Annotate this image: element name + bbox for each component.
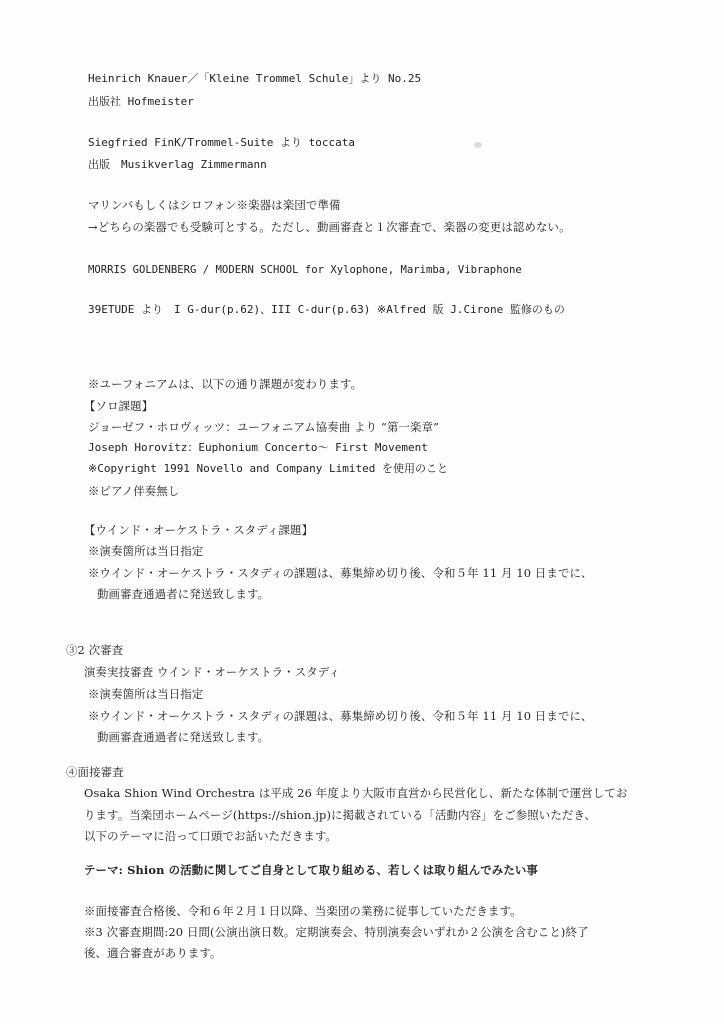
- solo-heading: 【ソロ課題】: [84, 399, 154, 413]
- solo-title-ja: ジョーゼフ・ホロヴィッツ：ユーフォニアム協奏曲 より “第一楽章”: [88, 420, 440, 434]
- goldenberg-title: MORRIS GOLDENBERG / MODERN SCHOOL for Xylophone, Marimba, Vibraphone: [88, 264, 522, 276]
- scan-smudge: [474, 142, 482, 148]
- interview-theme: テーマ: Shion の活動に関してご自身として取り組める、若しくは取り組んでみたい事: [84, 863, 538, 877]
- etude-line: 39ETUDE より I G-dur(p.62)、III C-dur(p.63) ※Alfred 版 J.Cirone 監修のもの: [88, 303, 565, 316]
- interview-note-1: ※面接審査合格後、令和６年２月１日以降、当楽団の業務に従事していただきます。: [84, 904, 522, 918]
- knauer-publisher: 出版社 Hofmeister: [88, 95, 194, 108]
- interview-note-2-cont: 後、適合審査があります。: [84, 946, 222, 960]
- knauer-title: Heinrich Knauer／「Kleine Trommel Schule」より No.25: [88, 72, 422, 85]
- wind-study-note-2: ※ウインド・オーケストラ・スタディの課題は、募集締め切り後、令和５年 11 月 10 日までに、: [88, 566, 593, 580]
- fink-title: Siegfried FinK/Trommel-Suite より toccata: [88, 136, 356, 149]
- fink-publisher: 出版 Musikverlag Zimmermann: [88, 158, 267, 171]
- copyright-note: ※Copyright 1991 Novello and Company Limited を使用のこと: [88, 462, 448, 475]
- instrument-rule: →どちらの楽器でも受験可とする。ただし、動画審査と１次審査で、楽器の変更は認めない。: [88, 220, 571, 234]
- second-exam-line: 演奏実技審査 ウインド・オーケストラ・スタディ: [84, 665, 340, 679]
- second-exam-heading: ③2 次審査: [66, 643, 124, 657]
- second-exam-note-2-cont: 動画審査通過者に発送致します。: [97, 730, 270, 744]
- interview-para-2: ります。当楽団ホームページ(https://shion.jp)に掲載されている「活動内容」をご参照いただき、: [84, 808, 597, 822]
- interview-note-2: ※3 次審査期間:20 日間(公演出演日数。定期演奏会、特別演奏会いずれか２公演を含むこと)終了: [84, 925, 589, 939]
- second-exam-note-1: ※演奏箇所は当日指定: [88, 687, 204, 701]
- solo-title-en: Joseph Horovitz：Euphonium Concerto～ First Movement: [88, 441, 428, 454]
- interview-para-1: Osaka Shion Wind Orchestra は平成 26 年度より大阪市直営から民営化し、新たな体制で運営してお: [84, 786, 628, 800]
- wind-study-heading: 【ウインド・オーケストラ・スタディ課題】: [84, 523, 314, 537]
- piano-note: ※ピアノ伴奏無し: [88, 484, 180, 498]
- interview-para-3: 以下のテーマに沿って口頭でお話いただきます。: [84, 829, 337, 843]
- marimba-note: マリンバもしくはシロフォン※楽器は楽団で準備: [88, 198, 341, 212]
- interview-heading: ④面接審査: [66, 765, 124, 779]
- wind-study-note-1: ※演奏箇所は当日指定: [88, 544, 204, 558]
- wind-study-note-2-cont: 動画審査通過者に発送致します。: [97, 587, 270, 601]
- euphonium-note: ※ユーフォニアムは、以下の通り課題が変わります。: [88, 377, 363, 391]
- second-exam-note-2: ※ウインド・オーケストラ・スタディの課題は、募集締め切り後、令和５年 11 月 10 日までに、: [88, 709, 593, 723]
